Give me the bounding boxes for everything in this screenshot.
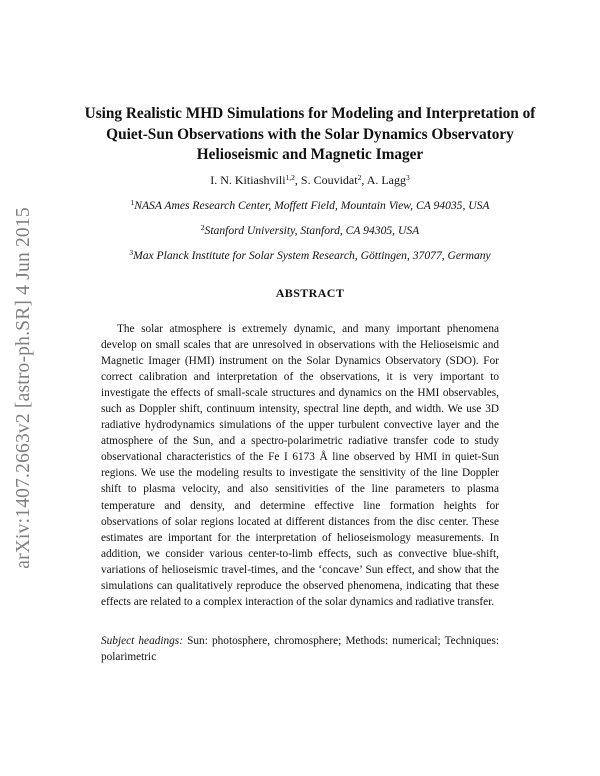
affiliation-nasa-ames — [80, 198, 540, 214]
affiliation-text: NASA Ames Research Center, Moffett Field, Mountain View, CA 94035, USA — [134, 199, 490, 212]
author-separator: , — [361, 173, 367, 187]
author-affiliation-mark: 2 — [357, 173, 362, 182]
author-list — [80, 172, 540, 188]
arxiv-identifier: arXiv:1407.2663v2 [astro-ph.SR] 4 Jun 2015 — [13, 207, 35, 569]
abstract-body: The solar atmosphere is extremely dynamic, and many important phenomena develop on small scales that are unresolved in observations with the Helioseismic and Magnetic Imager (HMI) instrument on the Solar Dynamics Observatory (SDO). For correct calibration and interpretation of the observations, it is very important to investigate the effects of small-scale structures and dynamics on the HMI observables, such as Doppler shift, continuum intensity, spectral line depth, and width. We use 3D radiative hydrodynamics simulations of the upper turbulent convective layer and the atmosphere of the Sun, and a spectro-polarimetric radiative transfer code to study observational characteristics of the Fe I 6173 Å line observed by HMI in quiet-Sun regions. We use the modeling results to investigate the sensitivity of the line Doppler shift to plasma velocity, and also sensitivities of the line parameters to plasma temperature and density, and determine effective line formation heights for observations of solar regions located at different distances from the disc center. These estimates are important for the interpretation of helioseismology measurements. In addition, we consider various center-to-limb effects, such as convective blue-shift, variations of helioseismic travel-times, and the ‘concave’ Sun effect, and show that the simulations can qualitatively reproduce the observed phenomena, indicating that these effects are related to a complex interaction of the solar dynamics and radiative transfer. — [101, 323, 499, 608]
affiliation-max-planck — [80, 248, 540, 264]
author-separator: , — [294, 173, 301, 187]
author-name: S. Couvidat — [300, 173, 358, 187]
affiliation-text: Stanford University, Stanford, CA 94305, USA — [204, 224, 420, 237]
subject-headings-text: Sun: photosphere, chromosphere; Methods: numerical; Techniques: polarimetric — [101, 635, 499, 663]
author-name: I. N. Kitiashvili — [210, 173, 286, 187]
author-affiliation-mark: 1,2 — [285, 173, 295, 182]
affiliation-mark: 2 — [200, 223, 205, 232]
arxiv-identifier-sidebar — [4, 178, 44, 598]
author-affiliation-mark: 3 — [406, 173, 410, 182]
affiliation-mark: 3 — [129, 248, 134, 257]
affiliation-text: Max Planck Institute for Solar System Research, Göttingen, 37077, Germany — [133, 249, 491, 262]
author-name: A. Lagg — [366, 173, 407, 187]
affiliation-stanford — [80, 223, 540, 239]
paper-title: Using Realistic MHD Simulations for Modeling and Interpretation of Quiet-Sun Observations with the Solar Dynamics Observatory Helioseismic and Magnetic Imager — [84, 105, 536, 163]
subject-headings — [101, 633, 499, 665]
affiliation-mark: 1 — [130, 198, 135, 207]
abstract-heading: ABSTRACT — [275, 286, 345, 300]
subject-headings-label: Subject headings: — [101, 635, 183, 647]
